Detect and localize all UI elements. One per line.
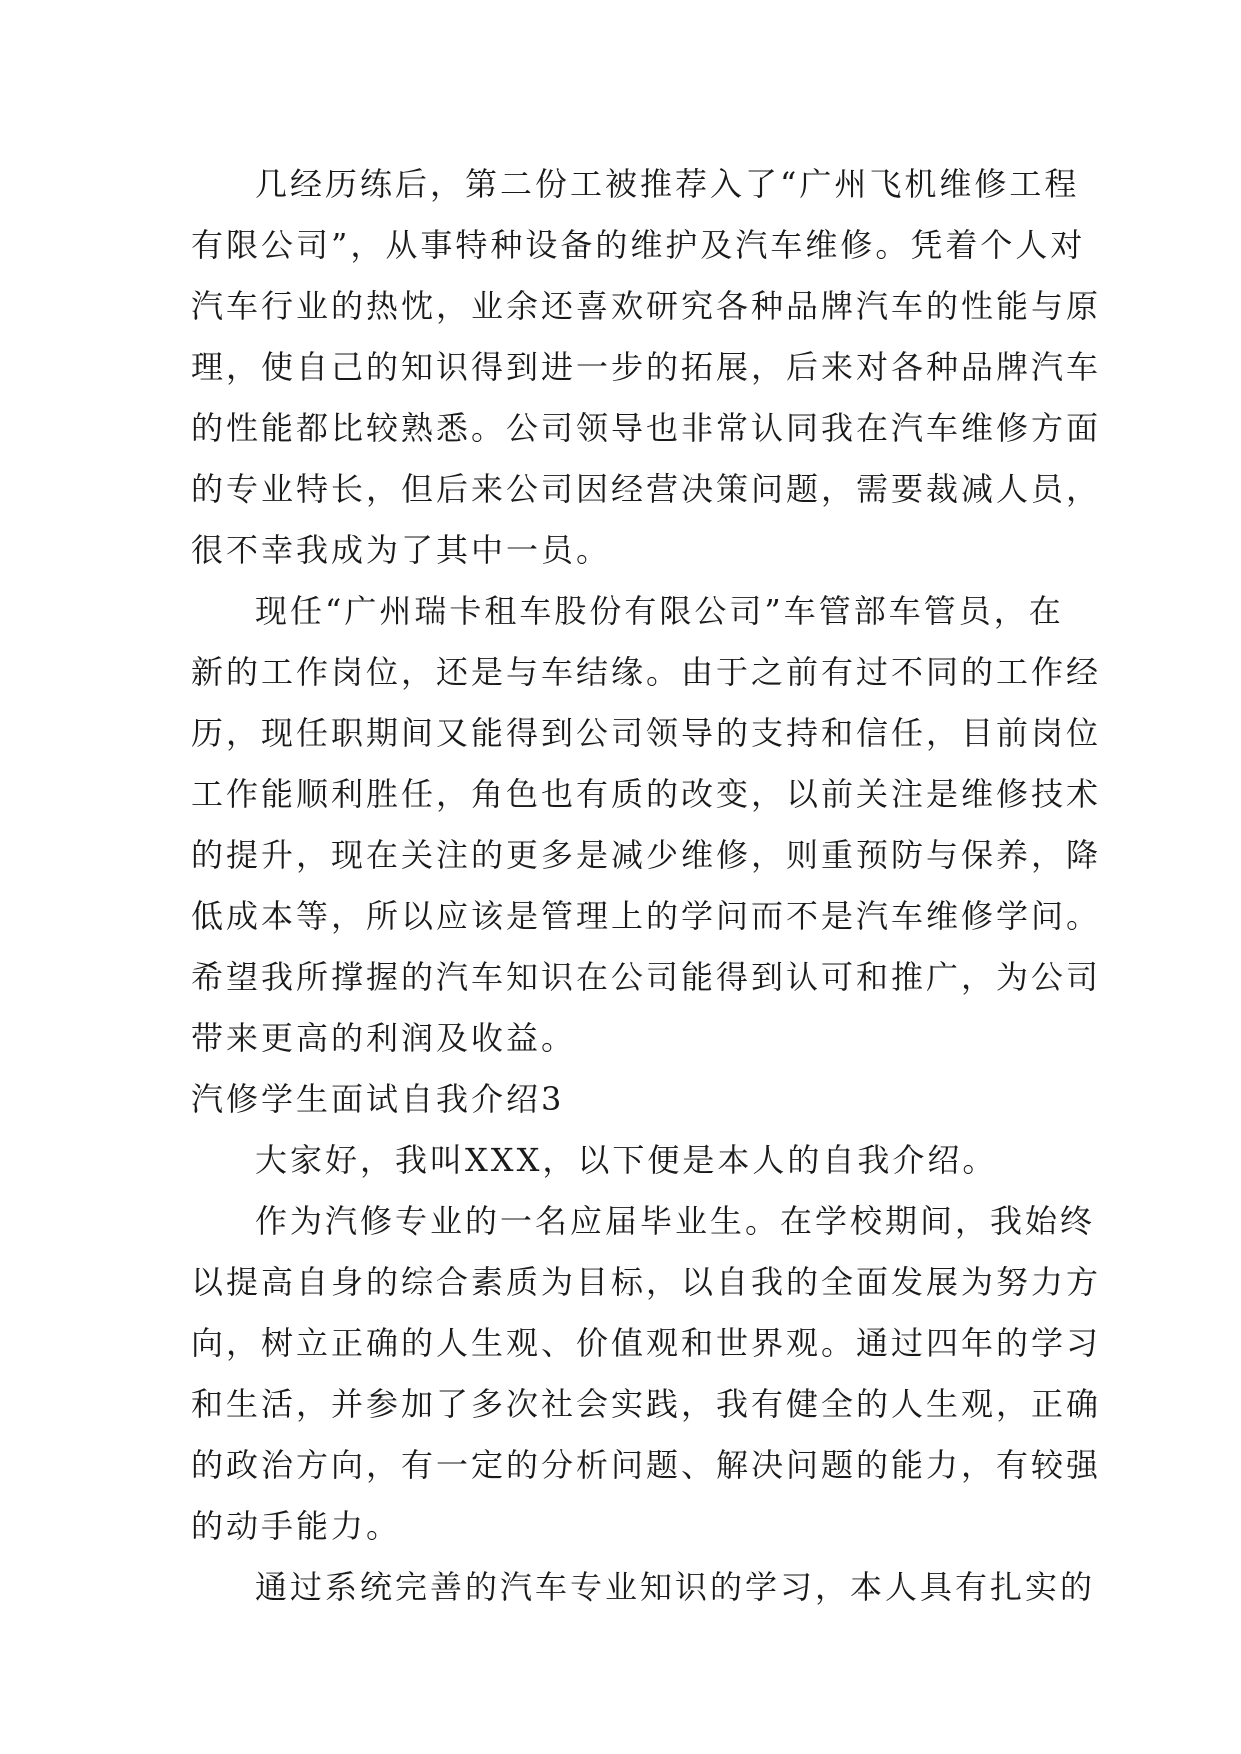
paragraph-2-line-2: 新的工作岗位，还是与车结缘。由于之前有过不同的工作经 — [191, 653, 1102, 691]
paragraph-2-line-7: 希望我所撑握的汽车知识在公司能得到认可和推广，为公司 — [191, 958, 1102, 996]
paragraph-1-line-4: 理，使自己的知识得到进一步的拓展，后来对各种品牌汽车 — [191, 348, 1102, 386]
paragraph-4-line-2: 以提高自身的综合素质为目标，以自我的全面发展为努力方 — [191, 1263, 1102, 1301]
paragraph-4-line-6: 的动手能力。 — [191, 1507, 402, 1545]
paragraph-1-line-7: 很不幸我成为了其中一员。 — [191, 531, 612, 569]
paragraph-4-line-5: 的政治方向，有一定的分析问题、解决问题的能力，有较强 — [191, 1446, 1102, 1484]
section-heading: 汽修学生面试自我介绍3 — [191, 1080, 565, 1118]
paragraph-2-line-1: 现任“广州瑞卡租车股份有限公司”车管部车管员，在 — [255, 592, 1064, 630]
paragraph-2-line-5: 的提升，现在关注的更多是减少维修，则重预防与保养，降 — [191, 836, 1102, 874]
paragraph-3-line-1: 大家好，我叫XXX，以下便是本人的自我介绍。 — [255, 1141, 998, 1179]
paragraph-1-line-1: 几经历练后，第二份工被推荐入了“广州飞机维修工程 — [255, 165, 1080, 203]
paragraph-5-line-1: 通过系统完善的汽车专业知识的学习，本人具有扎实的 — [255, 1568, 1096, 1606]
paragraph-4-line-3: 向，树立正确的人生观、价值观和世界观。通过四年的学习 — [191, 1324, 1102, 1362]
paragraph-1-line-2: 有限公司”，从事特种设备的维护及汽车维修。凭着个人对 — [191, 226, 1086, 264]
paragraph-2-line-8: 带来更高的利润及收益。 — [191, 1019, 577, 1057]
paragraph-1-line-5: 的性能都比较熟悉。公司领导也非常认同我在汽车维修方面 — [191, 409, 1102, 447]
paragraph-4-line-1: 作为汽修专业的一名应届毕业生。在学校期间，我始终 — [255, 1202, 1096, 1240]
paragraph-2-line-4: 工作能顺利胜任，角色也有质的改变，以前关注是维修技术 — [191, 775, 1102, 813]
paragraph-1-line-3: 汽车行业的热忱，业余还喜欢研究各种品牌汽车的性能与原 — [191, 287, 1102, 325]
paragraph-2-line-6: 低成本等，所以应该是管理上的学问而不是汽车维修学问。 — [191, 897, 1102, 935]
paragraph-2-line-3: 历，现任职期间又能得到公司领导的支持和信任，目前岗位 — [191, 714, 1102, 752]
paragraph-1-line-6: 的专业特长，但后来公司因经营决策问题，需要裁减人员， — [191, 470, 1102, 508]
paragraph-4-line-4: 和生活，并参加了多次社会实践，我有健全的人生观，正确 — [191, 1385, 1102, 1423]
